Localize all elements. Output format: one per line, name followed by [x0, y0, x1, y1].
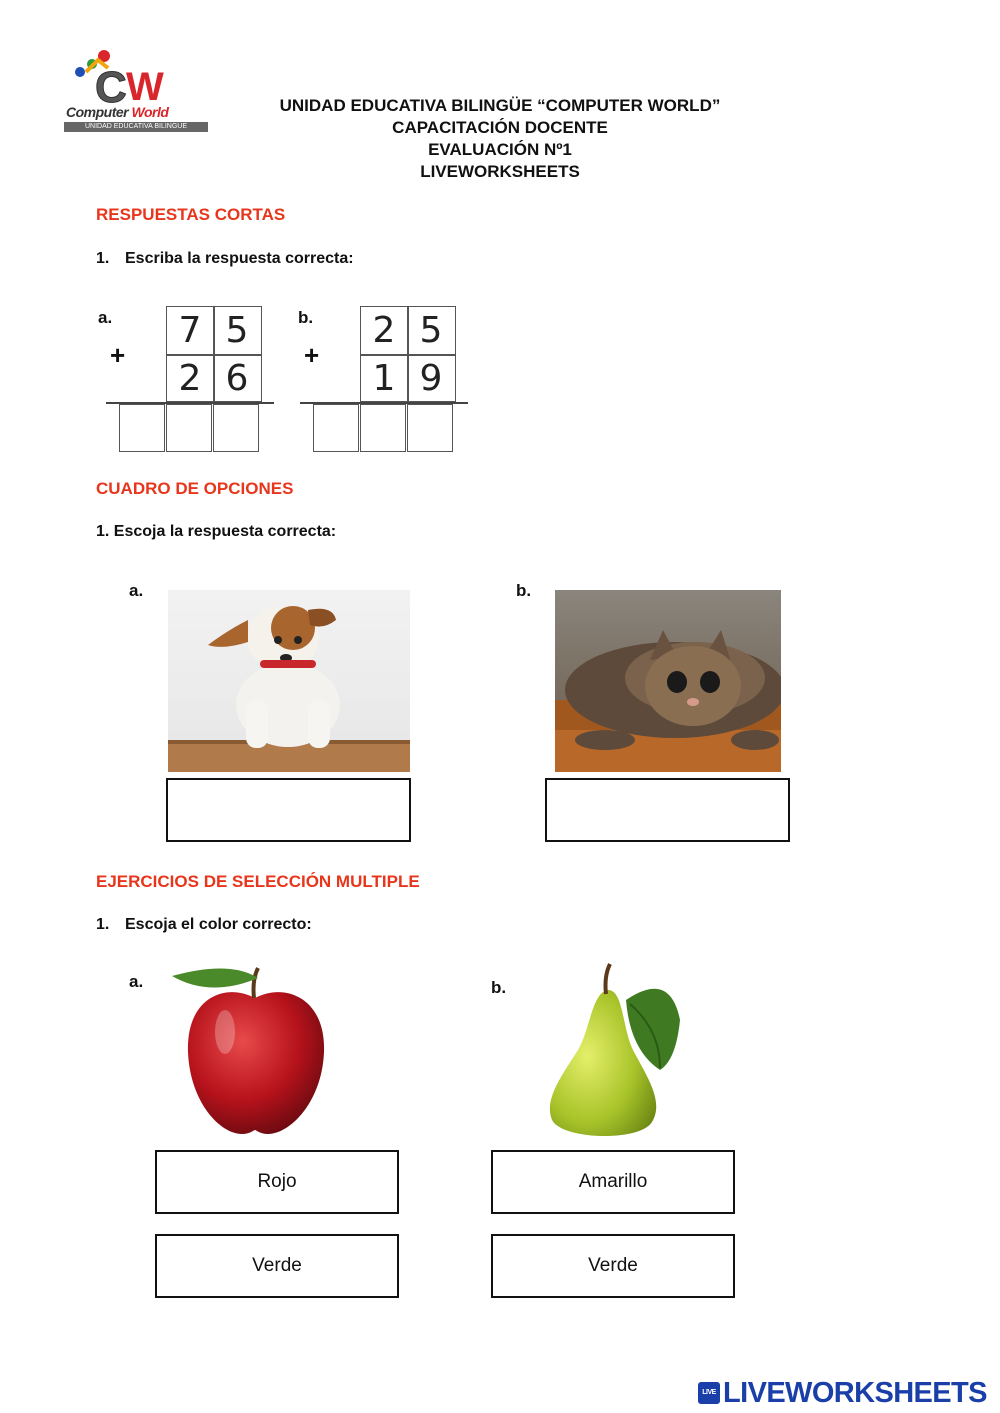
item-label: b.: [491, 978, 507, 997]
instruction-number: 1.: [96, 250, 110, 267]
brand-badge: LIVE: [698, 1382, 720, 1404]
digit: 9: [419, 358, 443, 399]
logo-name: Computer World: [66, 104, 169, 120]
instruction-number: 1.: [96, 916, 110, 933]
instruction-choose-answer: 1. Escoja la respuesta correcta:: [96, 523, 337, 540]
option-amarillo[interactable]: Amarillo: [491, 1150, 735, 1214]
header-school: UNIDAD EDUCATIVA BILINGÜE “COMPUTER WORLD”: [279, 96, 721, 115]
plus-sign: +: [110, 340, 126, 370]
pear-icon: [540, 960, 690, 1142]
header-evaluation: EVALUACIÓN Nº1: [428, 140, 572, 159]
answer-input-hundreds[interactable]: [119, 404, 165, 452]
item-label: b.: [516, 581, 532, 600]
answer-input-tens[interactable]: [360, 404, 406, 452]
digit: 2: [372, 310, 396, 351]
answer-input-units[interactable]: [407, 404, 453, 452]
apple-icon: [170, 962, 340, 1142]
section-title-options: CUADRO DE OPCIONES: [96, 479, 294, 498]
answer-input-cat[interactable]: [545, 778, 790, 842]
dog-photo: [168, 590, 410, 772]
answer-input-tens[interactable]: [166, 404, 212, 452]
digit: 5: [225, 310, 249, 351]
header-platform: LIVEWORKSHEETS: [420, 162, 580, 181]
problem-label: b.: [298, 308, 314, 327]
instruction-write-answer: Escriba la respuesta correcta:: [125, 250, 354, 267]
digit: 7: [178, 310, 202, 351]
digit: 1: [372, 358, 396, 399]
option-rojo[interactable]: Rojo: [155, 1150, 399, 1214]
answer-input-units[interactable]: [213, 404, 259, 452]
item-label: a.: [129, 972, 144, 991]
digit: 5: [419, 310, 443, 351]
instruction-choose-color: Escoja el color correcto:: [125, 916, 312, 933]
cat-photo: [555, 590, 781, 772]
problem-label: a.: [98, 308, 113, 327]
logo-tagline: UNIDAD EDUCATIVA BILINGUE: [64, 122, 208, 132]
answer-input-hundreds[interactable]: [313, 404, 359, 452]
option-verde[interactable]: Verde: [491, 1234, 735, 1298]
digit: 2: [178, 358, 202, 399]
liveworksheets-logo: [698, 1378, 994, 1408]
plus-sign: +: [304, 340, 320, 370]
section-title-multiple-choice: EJERCICIOS DE SELECCIÓN MULTIPLE: [96, 872, 420, 891]
section-title-short-answers: RESPUESTAS CORTAS: [96, 205, 286, 224]
header-course: CAPACITACIÓN DOCENTE: [392, 118, 608, 137]
digit: 6: [225, 358, 249, 399]
item-label: a.: [129, 581, 144, 600]
brand-text: LIVEWORKSHEETS: [723, 1377, 987, 1409]
answer-input-dog[interactable]: [166, 778, 411, 842]
option-verde[interactable]: Verde: [155, 1234, 399, 1298]
svg-text:C: C: [95, 63, 127, 112]
svg-text:W: W: [126, 65, 164, 109]
